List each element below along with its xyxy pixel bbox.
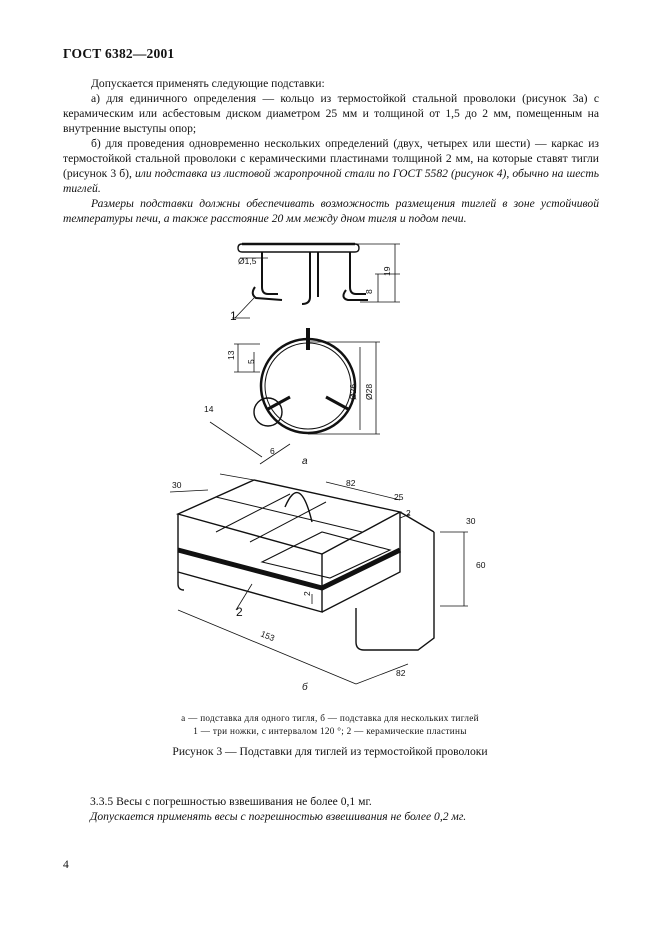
label-w153: 153 xyxy=(259,628,277,644)
figure-caption: Рисунок 3 — Подставки для тиглей из термостойкой проволоки xyxy=(172,745,488,758)
section-3-3-5: 3.3.5 Весы с погрешностью взвешивания не более 0,1 мг. xyxy=(90,795,372,808)
label-h8: 8 xyxy=(364,289,374,294)
label-w82b: 82 xyxy=(396,668,406,678)
label-h5: 5 xyxy=(246,359,256,364)
label-w2a: 2 xyxy=(406,508,411,518)
figure-3 xyxy=(150,232,510,702)
figure-legend xyxy=(100,712,560,738)
paragraph-a: а) для единичного определения — кольцо из термостойкой стальной проволоки (рисунок 3а) с керамическим или асбестовым диском диаметром 25 мм и толщиной от 1,5 до 2 мм, помещенным на внутренние выступы опор; xyxy=(63,92,599,135)
label-w14: 14 xyxy=(204,404,214,414)
figure-legend-line-2: 1 — три ножки, с интервалом 120 °; 2 — керамические пластины xyxy=(193,726,467,736)
document-header: ГОСТ 6382—2001 xyxy=(63,46,175,61)
label-w25: 25 xyxy=(394,492,404,502)
label-w6: 6 xyxy=(270,446,275,456)
label-w82: 82 xyxy=(346,478,356,488)
label-d15: Ø1,5 xyxy=(238,256,257,266)
label-d28: Ø28 xyxy=(364,383,374,400)
label-h60: 60 xyxy=(476,560,486,570)
label-part2: 2 xyxy=(236,605,243,619)
figure-legend-line-1: а — подставка для одного тигля, б — подставка для нескольких тиглей xyxy=(181,713,479,723)
paragraph-b-main: б) для проведения одновременно нескольких определений (двух, четырех или шести) — каркас из термостойкой стальной проволоки с керамическими пластинами толщиной 2 мм, на которые ставят тигли (рисунок 3 б), xyxy=(63,137,599,180)
label-h19: 19 xyxy=(382,266,392,276)
paragraph-b xyxy=(63,136,599,196)
label-sub-a: а xyxy=(302,456,308,467)
label-sub-b: б xyxy=(302,682,308,693)
paragraph-b-italic: или подставка из листовой жаропрочной стали по ГОСТ 5582 (рисунок 4), обычно на шесть тиглей. xyxy=(63,167,599,195)
label-h13: 13 xyxy=(226,350,236,360)
paragraph-dimensions: Размеры подставки должны обеспечивать возможность размещения тиглей в зоне устойчивой температуры печи, а также расстояние 20 мм между дном тигля и подом печи. xyxy=(63,197,599,225)
paragraph-intro: Допускается применять следующие подставки: xyxy=(91,77,325,90)
label-w30b: 30 xyxy=(466,516,476,526)
section-3-3-5-alt: Допускается применять весы с погрешностью взвешивания не более 0,2 мг. xyxy=(90,810,467,823)
label-part1: 1 xyxy=(230,309,237,323)
figure-drawing xyxy=(150,232,510,702)
body-text xyxy=(63,76,599,226)
label-w30a: 30 xyxy=(172,480,182,490)
label-w2b: 2 xyxy=(302,591,312,596)
page-number: 4 xyxy=(63,858,69,871)
label-d26: Ø26 xyxy=(348,383,358,400)
